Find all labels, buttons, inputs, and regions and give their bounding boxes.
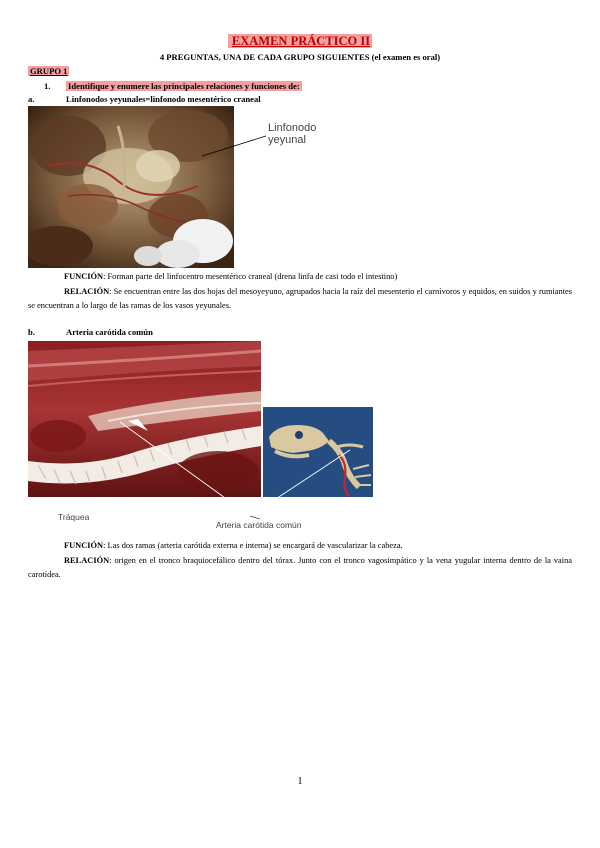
exam-subtitle: 4 PREGUNTAS, UNA DE CADA GRUPO SIGUIENTES (el examen es oral) [159,52,441,62]
exam-title-text: EXAMEN PRÁCTICO II [228,34,372,48]
item-b-relation-text: : origen en el tronco braquiocefálico dentro del tórax. Junto con el tronco vagosimpático y la vena yugular interna dentro de la vaina carotídea. [28,555,572,579]
item-b-relation-label: RELACIÓN [64,555,110,565]
item-a-relation-text: : Se encuentran entre las dos hojas del mesoyeyuno, agrupados hacia la raíz del mesenterio el carnívoros y equidos, en suidos y rumiantes se encuentran a lo largo de las ramas de los vasos yeyunales. [28,286,572,310]
item-b-function-label: FUNCIÓN [64,541,104,550]
item-a-function [28,270,572,285]
item-b-letter: b. [28,327,35,337]
jejunal-node-label-line1: Linfonodo [268,122,317,134]
item-a-title: Linfonodos yeyunales=linfonodo mesentérico craneal [66,94,261,104]
trachea-label: Tráquea [58,512,90,522]
item-a-function-label: FUNCIÓN [64,272,104,281]
exam-title [0,34,600,49]
jejunal-node-pointer-line [200,132,270,162]
question-number: 1. [44,81,51,91]
item-a-relation [28,285,572,314]
item-b-title: Arteria carótida común [66,327,153,337]
jejunal-node-label [268,122,316,146]
common-carotid-label: Arteria carótida común [216,520,302,530]
item-b-description [28,539,572,583]
question-text: Identifique y enumere las principales relaciones y funciones de: [68,81,300,91]
item-b-function-text: : Las dos ramas (arteria carótida externa e interna) se encargará de vascularizar la cabeza. [103,541,403,550]
item-b-relation [28,554,572,583]
item-b-function [28,539,572,554]
jejunal-lymph-node-photo [28,106,234,268]
group-heading: GRUPO 1 [30,66,68,76]
carotid-pointer-lines [100,420,360,520]
page-number: 1 [297,776,303,787]
item-a-relation-label: RELACIÓN [64,286,110,296]
jejunal-node-label-line2: yeyunal [268,134,306,146]
item-a-function-text: : Forman parte del linfocentro mesentérico craneal (drena linfa de casi todo el intestino) [103,272,398,281]
item-a-description [28,270,572,314]
item-a-letter: a. [28,94,35,104]
